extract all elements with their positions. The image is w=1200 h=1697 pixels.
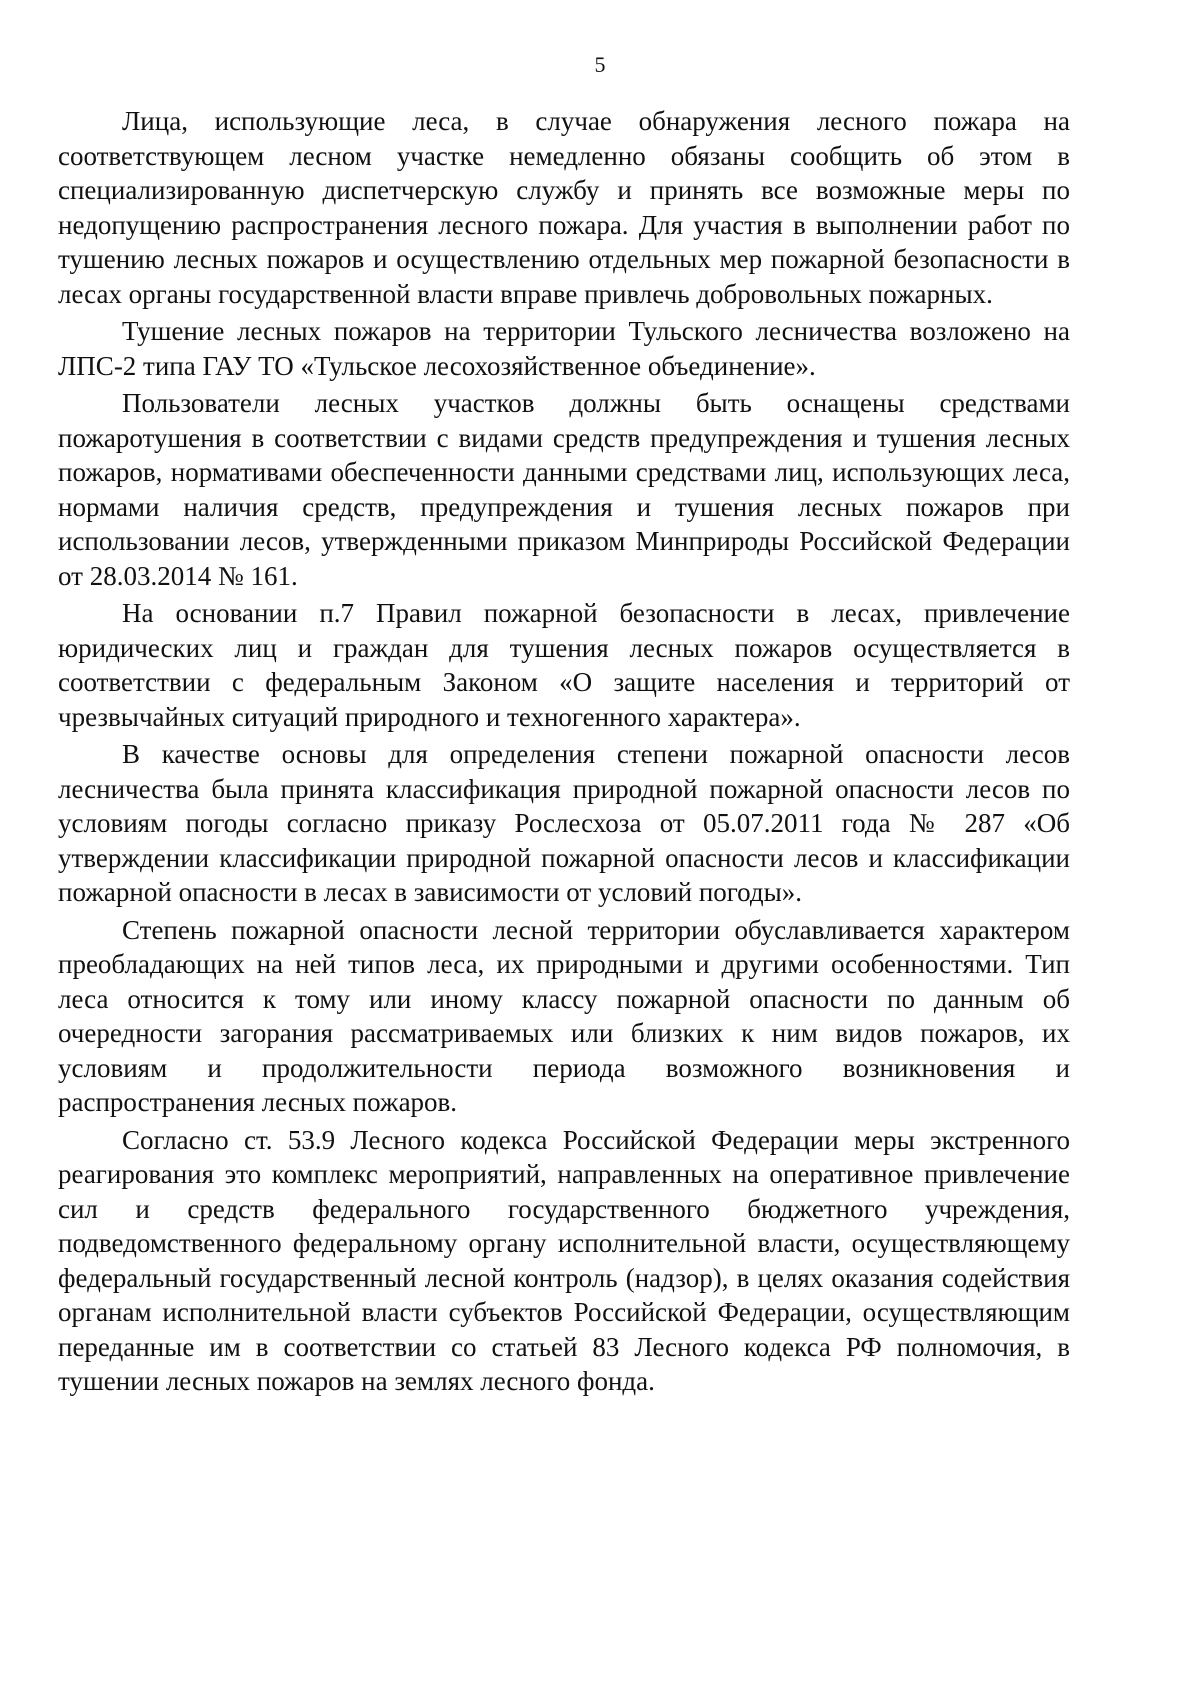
paragraph-equipment-requirements: Пользователи лесных участков должны быть оснащены средствами пожаротушения в соответствии с видами средств предупреждения и тушения лесных пожаров, нормативами обеспеченности данными средствами лиц, использующих леса, нормами наличия средств, предупреждения и тушения лесных пожаров при использовании лесов, утвержденными приказом Минприроды Российской Федерации от 28.03.2014 № 161. — [58, 388, 1070, 591]
paragraph-danger-degree: Степень пожарной опасности лесной территории обуславливается характером преобладающих на ней типов леса, их природными и другими особенностями. Тип леса относится к тому или иному классу пожарной опасности по данным об очередности загорания рассматриваемых или близких к ним видов пожаров, их условиям и продолжительности периода возможного возникновения и распространения лесных пожаров. — [58, 914, 1070, 1117]
paragraph-fire-suppression-responsibility: Тушение лесных пожаров на территории Тульского лесничества возложено на ЛПС-2 типа ГАУ ТО «Тульское лесохозяйственное объединение». — [58, 316, 1070, 381]
document-body — [58, 104, 1070, 1402]
paragraph-emergency-measures: Согласно ст. 53.9 Лесного кодекса Российской Федерации меры экстренного реагирования это комплекс мероприятий, направленных на оперативное привлечение сил и средств федерального государственного бюджетного учреждения, подведомственного федеральному органу исполнительной власти, осуществляющему федеральный государственный лесной контроль (надзор), в целях оказания содействия органам исполнительной власти субъектов Российской Федерации, осуществляющим переданные им в соответствии со статьей 83 Лесного кодекса РФ полномочия, в тушении лесных пожаров на землях лесного фонда. — [58, 1124, 1070, 1396]
page-number: 5 — [594, 52, 606, 77]
paragraph-legal-basis: На основании п.7 Правил пожарной безопасности в лесах, привлечение юридических лиц и граждан для тушения лесных пожаров осуществляется в соответствии с федеральным Законом «О защите населения и территорий от чрезвычайных ситуаций природного и техногенного характера». — [58, 598, 1070, 732]
paragraph-forest-users-obligations: Лица, использующие леса, в случае обнаружения лесного пожара на соответствующем лесном участке немедленно обязаны сообщить об этом в специализированную диспетчерскую службу и принять все возможные меры по недопущению распространения лесного пожара. Для участия в выполнении работ по тушению лесных пожаров и осуществлению отдельных мер пожарной безопасности в лесах органы государственной власти вправе привлечь добровольных пожарных. — [58, 106, 1070, 309]
paragraph-danger-classification: В качестве основы для определения степени пожарной опасности лесов лесничества была принята классификация природной пожарной опасности лесов по условиям погоды согласно приказу Рослесхоза от 05.07.2011 года № 287 «Об утверждении классификации природной пожарной опасности лесов и классификации пожарной опасности в лесах в зависимости от условий погоды». — [58, 739, 1070, 907]
